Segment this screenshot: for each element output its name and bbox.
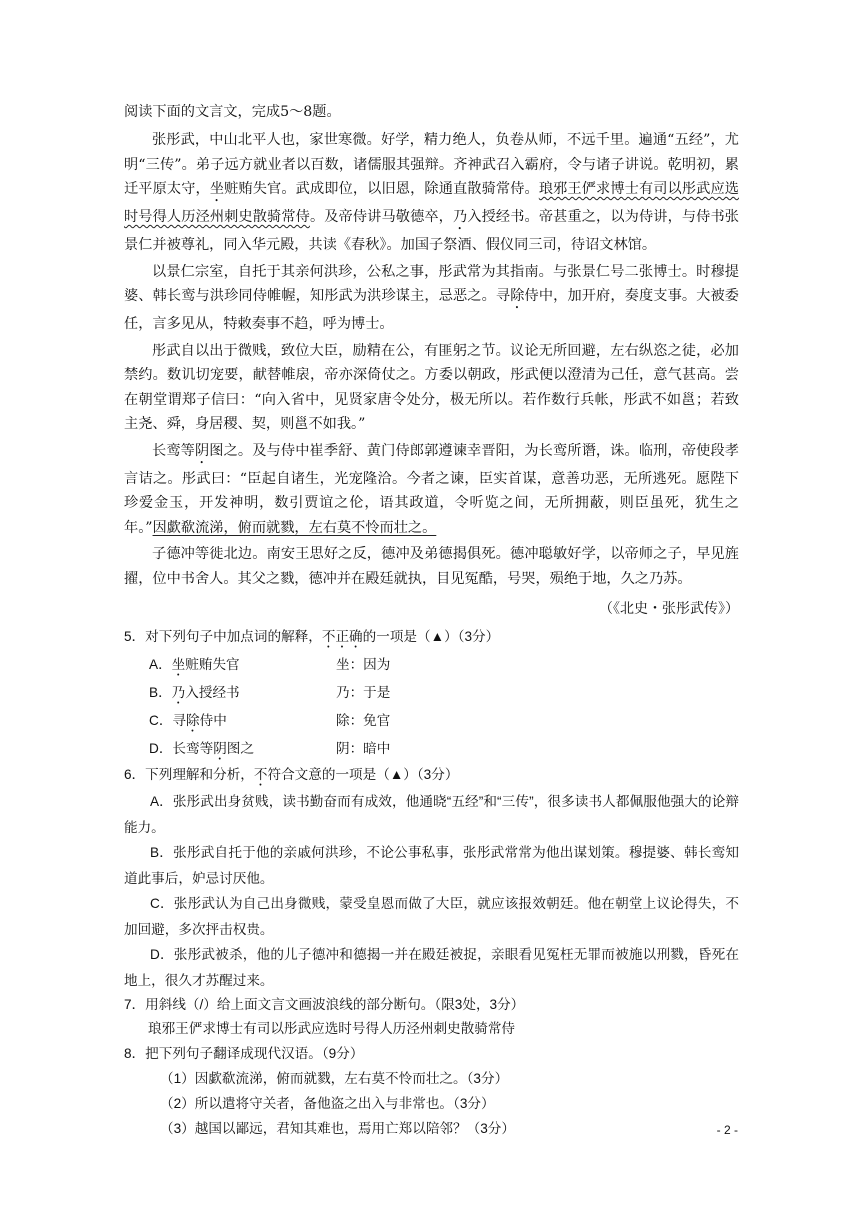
option-a — [124, 651, 739, 679]
text-run: D．长鸾等 — [149, 741, 214, 756]
dotted-word: 乃 — [171, 685, 186, 700]
wavy-underlined-sentence: 琅邪王俨求博士有司以彤武应选时号得人历泾州刺史散骑常侍 — [124, 181, 739, 225]
option-sentence — [149, 651, 336, 679]
text-run: 长鸾等 — [152, 442, 195, 459]
text-run: 入授经书 — [185, 685, 240, 700]
question-7-stem: 7．用斜线（/）给上面文言文画波浪线的部分断句。（限3处，3分） — [124, 997, 525, 1012]
text-run: 赃贿失官。武成即位，以旧恩，除通直散骑常侍。 — [224, 181, 539, 197]
option-sentence — [149, 707, 336, 735]
text-run: 侍中，加开府，奏度支事。大被委任，言多见从，特敕奏事不趋，呼为博士。 — [124, 288, 739, 332]
punctuation-sentence: 琅邪王俨求博士有司以彤武应选时号得人历泾州刺史散骑常侍 — [148, 1021, 516, 1037]
option-gloss: 坐：因为 — [336, 657, 391, 672]
text-run: 6．下列理解和分析， — [124, 767, 254, 782]
page-content — [124, 100, 739, 1141]
answer-option-b: B．张彤武自托于他的亲戚何洪珍，不论公事私事，张彤武常常为他出谋划策。穆提婆、韩长鸾知道此事后，妒忌讨厌他。 — [124, 845, 739, 886]
question-8 — [124, 1042, 739, 1141]
passage-paragraph-5: 子德冲等徙北边。南安王思好之反，德冲及弟德揭俱死。德冲聪敏好学，以帝师之子，早见旌擢，位中书舍人。其父之戮，德冲并在殿廷就执，目见冤酷，号哭，殒绝于地，久之乃苏。 — [124, 546, 739, 587]
dotted-word: 不 — [253, 767, 268, 782]
underlined-sentence: 因歔欷流涕，俯而就戮，左右莫不怜而壮之。 — [152, 519, 437, 536]
passage-paragraph-1 — [124, 128, 739, 258]
answer-option-c: C．张彤武认为自己出身微贱，蒙受皇恩而做了大臣，就应该报效朝廷。他在朝堂上议论得失，不加回避，多次抨击权贵。 — [124, 896, 739, 937]
dotted-word: 除 — [510, 288, 525, 304]
question-6 — [124, 763, 739, 993]
text-run: B． — [149, 685, 172, 700]
classical-passage — [124, 128, 739, 621]
answer-option-d: D．张彤武被杀，他的儿子德冲和德揭一并在殿廷被捉，亲眼看见冤枉无罪而被施以刑戮，昏死在地上，很久才苏醒过来。 — [124, 947, 739, 988]
option-gloss: 除：免官 — [336, 713, 391, 728]
question-5 — [124, 625, 739, 763]
dotted-word: 乃 — [453, 209, 468, 225]
text-run: 。及帝侍讲马敬德卒， — [309, 209, 453, 225]
translation-item: （2）所以遣将守关者，备他盗之出入与非常也。（3分） — [160, 1096, 495, 1111]
text-run: 入授经书。帝甚重之，以为侍讲，与侍书张景仁并被尊礼，同入华元殿，共读《春秋》。加国子祭酒、假仪同三司，待诏文林馆。 — [124, 209, 739, 253]
option-d — [124, 735, 739, 763]
text-run: 的一项是（▲）（3分） — [362, 629, 500, 644]
option-sentence — [149, 735, 336, 763]
text-run: 以景仁宗室，自托于其亲何洪珍，公私之事，彤武常为其指南。与张景仁号二张博士。时穆提婆、韩长鸾与洪珍同侍帷幄，知彤武为洪珍谋主，忌恶之。寻 — [124, 263, 739, 304]
option-gloss: 阴：暗中 — [336, 741, 391, 756]
passage-source: （《北史・张彤武传》） — [599, 601, 739, 617]
dotted-word: 不正确 — [321, 629, 363, 644]
question-5-stem — [124, 625, 739, 651]
text-run: 符合文意的一项是（▲）（3分） — [267, 767, 459, 782]
option-sentence — [149, 679, 336, 707]
question-8-stem: 8．把下列句子翻译成现代汉语。（9分） — [124, 1046, 364, 1061]
section-intro: 阅读下面的文言文，完成5～8题。 — [124, 104, 341, 120]
passage-paragraph-2 — [124, 260, 739, 337]
text-run: 侍中 — [199, 713, 227, 728]
text-run: 图之。及与侍中崔季舒、黄门侍郎郭遵谏幸晋阳，为长鸾所谮，诛。临刑，帝使段孝言诘之。彤武曰：“臣起自诸生，光宠隆洽。今者之谏，臣实首谋，意善功恶，无所逃死。愿陛下珍爱金玉，开发神明，数引贾谊之伦，语其政道，令听览之间，无所拥蔽，则臣虽死，犹生之年。” — [124, 442, 739, 536]
answer-option-a: A．张彤武出身贫贱，读书勤奋而有成效，他通晓“五经”和“三传”，很多读书人都佩服他强大的论辩能力。 — [124, 794, 739, 835]
option-b — [124, 679, 739, 707]
dotted-word: 坐 — [209, 181, 225, 197]
passage-paragraph-4 — [124, 439, 739, 541]
page-number: - 2 - — [716, 1123, 738, 1137]
dotted-word: 阴 — [213, 741, 227, 756]
dotted-word: 阴 — [194, 442, 210, 459]
text-run: 赃贿失官 — [185, 657, 240, 672]
dotted-word: 坐 — [171, 657, 186, 672]
passage-paragraph-3: 彤武自以出于微贱，致位大臣，励精在公，有匪躬之节。议论无所回避，左右纵恣之徒，必加禁约。数讥切宠要，献替帷扆，帝亦深倚仗之。方委以朝政，彤武便以澄清为己任，意气甚高。尝在朝堂谓郑子信曰：“向入省中，见贤家唐令处分，极无所以。若作数行兵帐，彤武不如邕；若致主尧、舜，身居稷、契，则邕不如我。” — [124, 342, 739, 432]
text-run: C．寻 — [149, 713, 187, 728]
translation-item: （1）因歔欷流涕，俯而就戮，左右莫不怜而壮之。（3分） — [160, 1071, 509, 1086]
text-run: 5．对下列句子中加点词的解释， — [124, 629, 322, 644]
option-c — [124, 707, 739, 735]
question-6-stem — [124, 763, 739, 789]
text-run: 图之 — [226, 741, 254, 756]
text-run: A． — [149, 657, 172, 672]
text-run: 张彤武，中山北平人也，家世寒微。好学，精力绝人，负卷从师，不远千里。遍通“五经”，尤明“三传”。弟子远方就业者以百数，诸儒服其强辩。齐神武召入霸府，令与诸子讲说。乾明初，累迁平原太守， — [124, 132, 739, 197]
question-7 — [124, 993, 739, 1042]
translation-item: （3）越国以鄙远，君知其难也，焉用亡郑以陪邻？（3分） — [160, 1121, 515, 1136]
dotted-word: 除 — [186, 713, 200, 728]
option-gloss: 乃：于是 — [336, 685, 391, 700]
